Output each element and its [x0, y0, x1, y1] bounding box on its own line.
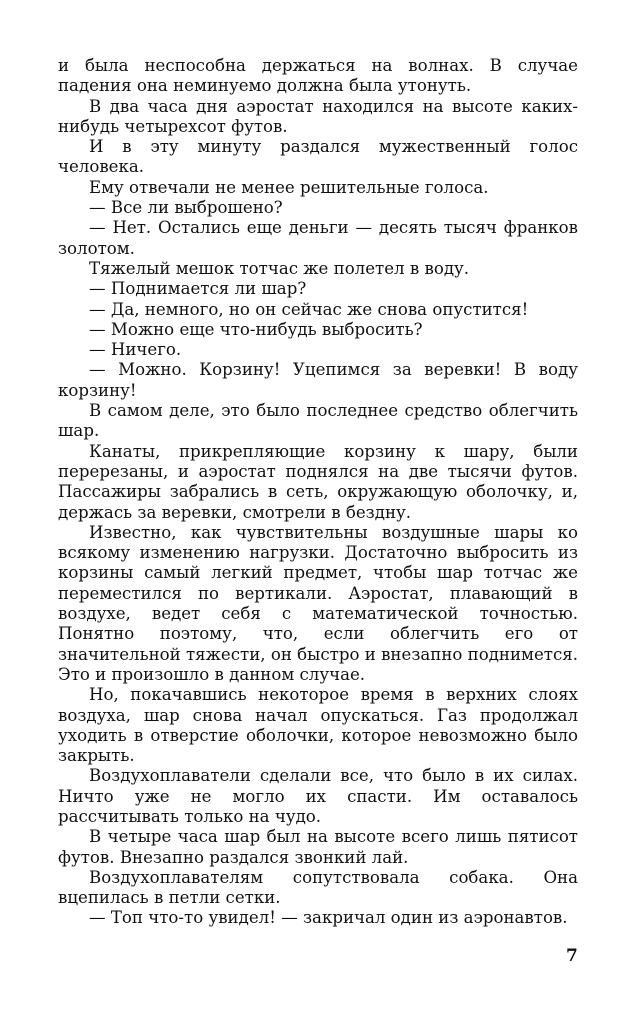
- paragraph: Канаты, прикрепляющие корзину к шару, были перерезаны, и аэростат поднялся на две тысячи футов. Пассажиры забрались в сеть, окружающую оболочку, и, держась за веревки, смотрели в бездну.: [58, 441, 578, 522]
- dialogue-line: — Ничего.: [89, 340, 182, 360]
- paragraph: и была неспособна держаться на волнах. В случае падения она неминуемо должна была утонуть.: [58, 56, 578, 96]
- paragraph: В четыре часа шар был на высоте всего лишь пятисот футов. Внезапно раздался звонкий лай.: [58, 827, 578, 867]
- dialogue-line: — Поднимается ли шар?: [89, 279, 307, 299]
- paragraph: В два часа дня аэростат находился на высоте каких-нибудь четырехсот футов.: [58, 96, 578, 136]
- paragraph: И в эту минуту раздался мужественный голос человека.: [58, 137, 578, 177]
- dialogue-line: — Топ что-то увидел! — закричал один из аэронавтов.: [89, 908, 568, 928]
- dialogue-line: — Можно. Корзину! Уцепимся за веревки! В воду корзину!: [58, 360, 578, 400]
- dialogue-line: — Нет. Остались еще деньги — десять тысяч франков золотом.: [58, 218, 578, 258]
- paragraph: Известно, как чувствительны воздушные шары ко всякому изменению нагрузки. Достаточно выбросить из корзины самый легкий предмет, чтобы шар тотчас же переместился по вертикали. Аэростат, плавающий в воздухе, ведет себя с математической точностью. Понятно поэтому, что, если облегчить его от значительной тяжести, он быстро и внезапно поднимется. Это и произошло в данном случае.: [58, 522, 578, 684]
- paragraph: Тяжелый мешок тотчас же полетел в воду.: [89, 258, 470, 278]
- dialogue-line: — Все ли выброшено?: [89, 198, 283, 218]
- page-number: 7: [566, 946, 578, 966]
- dialogue-line: — Можно еще что-нибудь выбросить?: [89, 319, 423, 339]
- page-text: [58, 56, 578, 929]
- paragraph: Но, покачавшись некоторое время в верхних слоях воздуха, шар снова начал опускаться. Газ продолжал уходить в отверстие оболочки, которое невозможно было закрыть.: [58, 685, 578, 766]
- paragraph: Воздухоплавателям сопутствовала собака. Она вцепилась в петли сетки.: [58, 867, 578, 908]
- paragraph: Воздухоплаватели сделали все, что было в их силах. Ничто уже не могло их спасти. Им оставалось рассчитывать только на чудо.: [58, 766, 578, 826]
- dialogue-line: — Да, немного, но он сейчас же снова опустится!: [89, 299, 529, 319]
- paragraph: Ему отвечали не менее решительные голоса.: [89, 177, 489, 197]
- paragraph: В самом деле, это было последнее средство облегчить шар.: [58, 401, 578, 441]
